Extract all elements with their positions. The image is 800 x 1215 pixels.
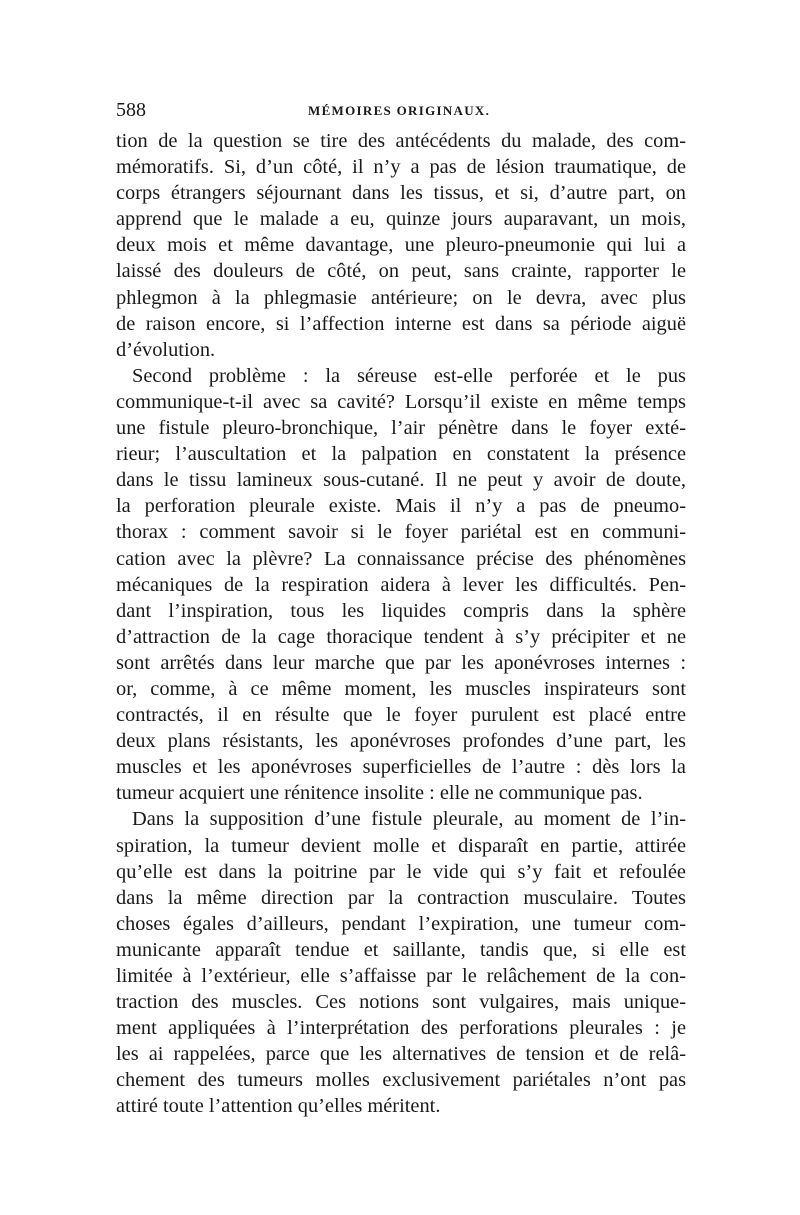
text-line: deux plans résistants, les aponévroses profondes d’une part, les (116, 730, 686, 753)
page-number: 588 (116, 99, 146, 121)
text-line: dans la même direction par la contraction musculaire. Toutes (116, 886, 686, 909)
text-line: Second problème : la séreuse est-elle perforée et le pus (132, 364, 686, 387)
paragraph-1 (116, 128, 686, 363)
text-line: Dans la supposition d’une fistule pleurale, au moment de l’in- (132, 808, 686, 831)
text-line: qu’elle est dans la poitrine par le vide qui s’y fait et refoulée (116, 860, 686, 883)
text-line: attiré toute l’attention qu’elles méritent. (116, 1095, 441, 1118)
text-line: d’évolution. (116, 338, 216, 361)
running-title: MÉMOIRES ORIGINAUX. (308, 103, 491, 118)
text-line: de raison encore, si l’affection interne est dans sa période aiguë (116, 312, 686, 335)
text-line: une fistule pleuro-bronchique, l’air pénètre dans le foyer exté- (116, 417, 686, 440)
text-line: mécaniques de la respiration aidera à lever les difficultés. Pen- (116, 573, 686, 596)
text-line: corps étrangers séjournant dans les tissus, et si, d’autre part, on (116, 182, 686, 205)
text-line: sont arrêtés dans leur marche que par les aponévroses internes : (116, 651, 686, 674)
text-line: chement des tumeurs molles exclusivement pariétales n’ont pas (116, 1069, 686, 1092)
text-line: choses égales d’ailleurs, pendant l’expiration, une tumeur com- (116, 912, 686, 935)
text-line: mémoratifs. Si, d’un côté, il n’y a pas de lésion traumatique, de (116, 156, 686, 179)
text-line: d’attraction de la cage thoracique tendent à s’y précipiter et ne (116, 625, 686, 648)
text-line: tion de la question se tire des antécédents du malade, des com- (116, 130, 686, 152)
paragraph-3 (116, 806, 686, 1119)
text-line: dans le tissu lamineux sous-cutané. Il ne peut y avoir de doute, (116, 469, 686, 492)
text-line: municante apparaît tendue et saillante, tandis que, si elle est (116, 938, 686, 961)
text-line: ment appliquées à l’interprétation des perforations pleurales : je (116, 1017, 686, 1040)
text-line: deux mois et même davantage, une pleuro-pneumonie qui lui a (116, 234, 686, 257)
text-line: traction des muscles. Ces notions sont vulgaires, mais unique- (116, 991, 686, 1014)
text-line: or, comme, à ce même moment, les muscles inspirateurs sont (116, 677, 686, 700)
text-line: thorax : comment savoir si le foyer pariétal est en communi- (116, 521, 686, 544)
text-line: apprend que le malade a eu, quinze jours auparavant, un mois, (116, 208, 686, 231)
text-line: la perforation pleurale existe. Mais il n’y a pas de pneumo- (116, 495, 686, 518)
paragraph-2 (116, 363, 686, 807)
text-line: communique-t-il avec sa cavité? Lorsqu’il existe en même temps (116, 390, 686, 413)
text-line: spiration, la tumeur devient molle et disparaît en partie, attirée (116, 834, 686, 857)
body-text (116, 128, 686, 1120)
text-line: dant l’inspiration, tous les liquides compris dans la sphère (116, 599, 686, 622)
text-line: cation avec la plèvre? La connaissance précise des phénomènes (116, 547, 686, 570)
text-line: tumeur acquiert une rénitence insolite : elle ne communique pas. (116, 782, 643, 805)
text-line: les ai rappelées, parce que les alternatives de tension et de relâ- (116, 1043, 686, 1066)
text-line: laissé des douleurs de côté, on peut, sans crainte, rapporter le (116, 260, 686, 283)
text-line: contractés, il en résulte que le foyer purulent est placé entre (116, 704, 686, 727)
running-head (116, 98, 686, 122)
text-line: rieur; l’auscultation et la palpation en constatent la présence (116, 443, 686, 466)
text-line: phlegmon à la phlegmasie antérieure; on le devra, avec plus (116, 286, 686, 309)
text-line: muscles et les aponévroses superficielles de l’autre : dès lors la (116, 756, 686, 779)
text-line: limitée à l’extérieur, elle s’affaisse par le relâchement de la con- (116, 965, 686, 987)
